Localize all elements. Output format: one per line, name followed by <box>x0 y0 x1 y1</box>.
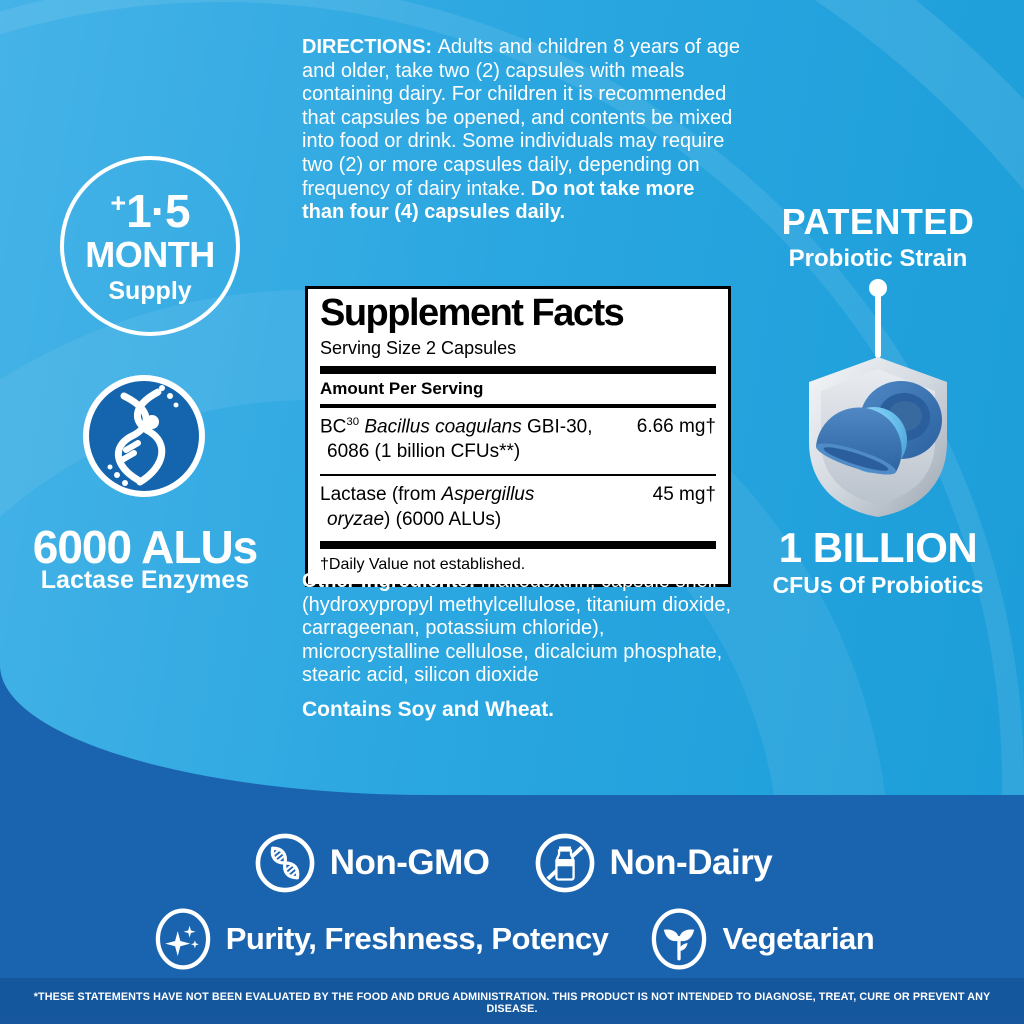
ingredient-name-sup: 30 <box>346 415 360 428</box>
vegetarian-label: Vegetarian <box>722 921 875 956</box>
supply-badge <box>60 156 240 336</box>
supply-plus: + <box>110 188 127 218</box>
divider-thick <box>320 541 716 549</box>
other-ingredients-text <box>302 570 740 723</box>
other-ingredients-heading: Other Ingredients: <box>302 570 481 592</box>
purity-label: Purity, Freshness, Potency <box>225 921 609 956</box>
supply-number: 1·5 <box>126 185 190 237</box>
serving-size: Serving Size 2 Capsules <box>320 337 517 358</box>
dna-circle-icon <box>80 372 208 500</box>
ingredient-amount: 45 mg† <box>652 484 716 505</box>
non-dairy-label: Non-Dairy <box>609 843 773 882</box>
ingredient-name-line2: 6086 (1 billion CFUs**) <box>327 440 521 462</box>
fda-disclaimer: *THESE STATEMENTS HAVE NOT BEEN EVALUATED BY THE FOOD AND DRUG ADMINISTRATION. THIS PRODUCT IS NOT INTENDED TO DIAGNOSE, TREAT, CURE OR PREVENT ANY DISEASE. <box>33 991 991 1015</box>
billion-label: CFUs Of Probiotics <box>772 572 984 598</box>
divider-thick <box>320 366 716 374</box>
badges-row-1 <box>0 830 1024 896</box>
ingredient-name-italic: oryzae <box>327 508 385 530</box>
ingredient-name-part: GBI-30, <box>521 416 593 438</box>
ingredient-name-part: BC <box>320 416 347 438</box>
billion-value: 1 BILLION <box>778 524 978 571</box>
allergen-statement: Contains Soy and Wheat. <box>302 697 555 721</box>
supply-month-label: MONTH <box>85 234 215 275</box>
non-dairy-icon <box>532 830 598 896</box>
vegetarian-sprout-icon <box>646 906 712 972</box>
directions-text <box>302 36 740 225</box>
patented-block <box>758 202 998 272</box>
supplement-facts-title: Supplement Facts <box>320 292 624 334</box>
ingredient-name-line2 <box>320 509 501 530</box>
ingredient-name <box>320 415 592 465</box>
badges-row-2 <box>0 906 1024 972</box>
directions-heading: DIRECTIONS: <box>302 36 438 58</box>
ingredient-name-italic: Aspergillus <box>441 484 535 505</box>
other-ingredients-body <box>302 570 740 688</box>
probiotic-shield-icon <box>798 354 958 520</box>
ingredient-amount: 6.66 mg† <box>636 415 716 437</box>
patented-title: PATENTED <box>781 201 975 242</box>
amount-per-serving-header: Amount Per Serving <box>320 378 484 398</box>
ingredient-row-probiotic <box>320 408 716 474</box>
directions-warning: Do not take more than four (4) capsules daily. <box>302 177 695 224</box>
non-gmo-icon <box>252 830 318 896</box>
ingredient-name-part: ) (6000 ALUs) <box>384 508 502 530</box>
non-gmo-label: Non-GMO <box>329 843 490 882</box>
supplement-facts-panel <box>305 286 731 587</box>
patented-subtitle: Probiotic Strain <box>788 244 968 272</box>
purity-sparkle-icon <box>150 906 216 972</box>
supply-supply-label: Supply <box>108 277 192 305</box>
ingredient-row-lactase <box>320 476 716 541</box>
daily-value-footnote: †Daily Value not established. <box>320 556 526 574</box>
ingredient-name-part: Lactase (from <box>320 484 442 505</box>
directions-body: Adults and children 8 years of age and older, take two (2) capsules with meals containing dairy. For children it is recommended that capsules be opened, and contents be mixed into food or drink. Some individuals may require two (2) or more capsules daily, depending on frequency of dairy intake. <box>302 36 740 200</box>
alus-label: Lactase Enzymes <box>40 566 250 594</box>
supply-amount <box>110 185 190 237</box>
ingredient-name-italic: Bacillus coagulans <box>359 416 522 438</box>
pointer-line <box>875 294 881 358</box>
other-ingredients-list: maltodextrin, capsule shell (hydroxypropyl methylcellulose, titanium dioxide, carrageenan, potassium chloride), microcrystalline cellulose, dicalcium phosphate, stearic acid, silicon dioxide <box>302 570 732 687</box>
ingredient-name <box>320 483 534 532</box>
alus-value: 6000 ALUs <box>32 521 258 573</box>
